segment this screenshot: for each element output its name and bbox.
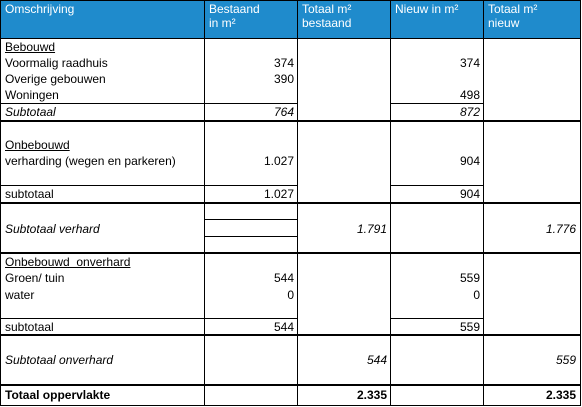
bebouwd-row-2-label: Overige gebouwen <box>5 72 106 86</box>
bebouwd-subtotal-label: Subtotaal <box>5 105 56 119</box>
onbebouwd-row-1-label: verharding (wegen en parkeren) <box>5 154 176 168</box>
verhard-inner-line-2 <box>204 236 298 237</box>
header-omschrijving <box>1 1 204 38</box>
onbebouwd-subtotal-label: subtotaal <box>5 187 54 201</box>
onbebouwd-row-1-bestaand: 1.027 <box>263 154 294 168</box>
grand-total-nieuw: 2.335 <box>545 388 576 402</box>
header-nieuw <box>391 1 483 38</box>
onverhard-subtotal-nieuw: 559 <box>459 320 480 334</box>
bebouwd-row-1-bestaand: 374 <box>273 56 294 70</box>
onverhard-row-1-nieuw: 559 <box>459 271 480 285</box>
header-bestaand <box>205 1 297 38</box>
onbebouwd-subtotal-nieuw: 904 <box>459 187 480 201</box>
grand-total-top-line <box>0 384 581 386</box>
header-totaal-nieuw-line2: nieuw <box>488 16 520 30</box>
onverhard-row-2-bestaand: 0 <box>287 288 294 302</box>
header-totaal-bestaand-line1: Totaal m² <box>302 2 352 16</box>
onverhard-total-nieuw: 559 <box>555 353 576 367</box>
onbebouwd-title: Onbebouwd <box>5 138 70 152</box>
onverhard-row-1-label: Groen/ tuin <box>5 271 65 285</box>
bebouwd-row-1-nieuw: 374 <box>459 56 480 70</box>
bebouwd-subtotal-nieuw: 872 <box>459 105 480 119</box>
bebouwd-row-3-nieuw: 498 <box>459 88 480 102</box>
onverhard-row-1-bestaand: 544 <box>273 271 294 285</box>
border-bottom <box>0 405 581 406</box>
onbebouwd-bottom-line <box>0 202 581 204</box>
bebouwd-row-2-nieuw <box>391 71 480 87</box>
verhard-inner-line <box>204 219 298 220</box>
verhard-total-bestaand: 1.791 <box>356 222 387 236</box>
bebouwd-bottom-line <box>0 120 581 122</box>
bebouwd-title: Bebouwd <box>5 40 56 54</box>
bebouwd-row-2-bestaand: 390 <box>273 72 294 86</box>
grand-total-label: Totaal oppervlakte <box>5 388 111 402</box>
onverhard-subtotal-bestaand: 544 <box>273 320 294 334</box>
header-totaal-nieuw-line1: Totaal m² <box>488 2 538 16</box>
onverhard-title: Onbebouwd onverhard <box>5 255 131 269</box>
bebouwd-row-3-bestaand <box>205 87 294 103</box>
header-totaal-bestaand-line2: bestaand <box>302 16 352 30</box>
onverhard-subtotal-label: subtotaal <box>5 320 54 334</box>
bebouwd-subtotal-bestaand: 764 <box>273 105 294 119</box>
onverhard-total-bestaand: 544 <box>366 353 387 367</box>
onverhard-row-2-nieuw: 0 <box>473 288 480 302</box>
onbebouwd-subtotal-bestaand: 1.027 <box>263 187 294 201</box>
bebouwd-row-1-label: Voormalig raadhuis <box>5 56 108 70</box>
onverhard-row-2-label: water <box>5 288 35 302</box>
verhard-total-nieuw: 1.776 <box>545 222 576 236</box>
onverhard-total-label: Subtotaal onverhard <box>5 353 114 367</box>
header-bottom-line <box>0 38 581 39</box>
header-bestaand-line1: Bestaand <box>209 2 260 16</box>
header-nieuw-text: Nieuw in m² <box>395 2 459 16</box>
header-omschrijving-text: Omschrijving <box>5 2 75 16</box>
border-top <box>0 0 581 1</box>
grand-total-bestaand: 2.335 <box>356 388 387 402</box>
onbebouwd-row-1-nieuw: 904 <box>459 154 480 168</box>
header-bestaand-line2: in m² <box>209 16 236 30</box>
header-totaal-nieuw <box>484 1 580 38</box>
header-totaal-bestaand <box>298 1 390 38</box>
verhard-total-label: Subtotaal verhard <box>5 222 100 236</box>
bebouwd-row-3-label: Woningen <box>5 88 59 102</box>
